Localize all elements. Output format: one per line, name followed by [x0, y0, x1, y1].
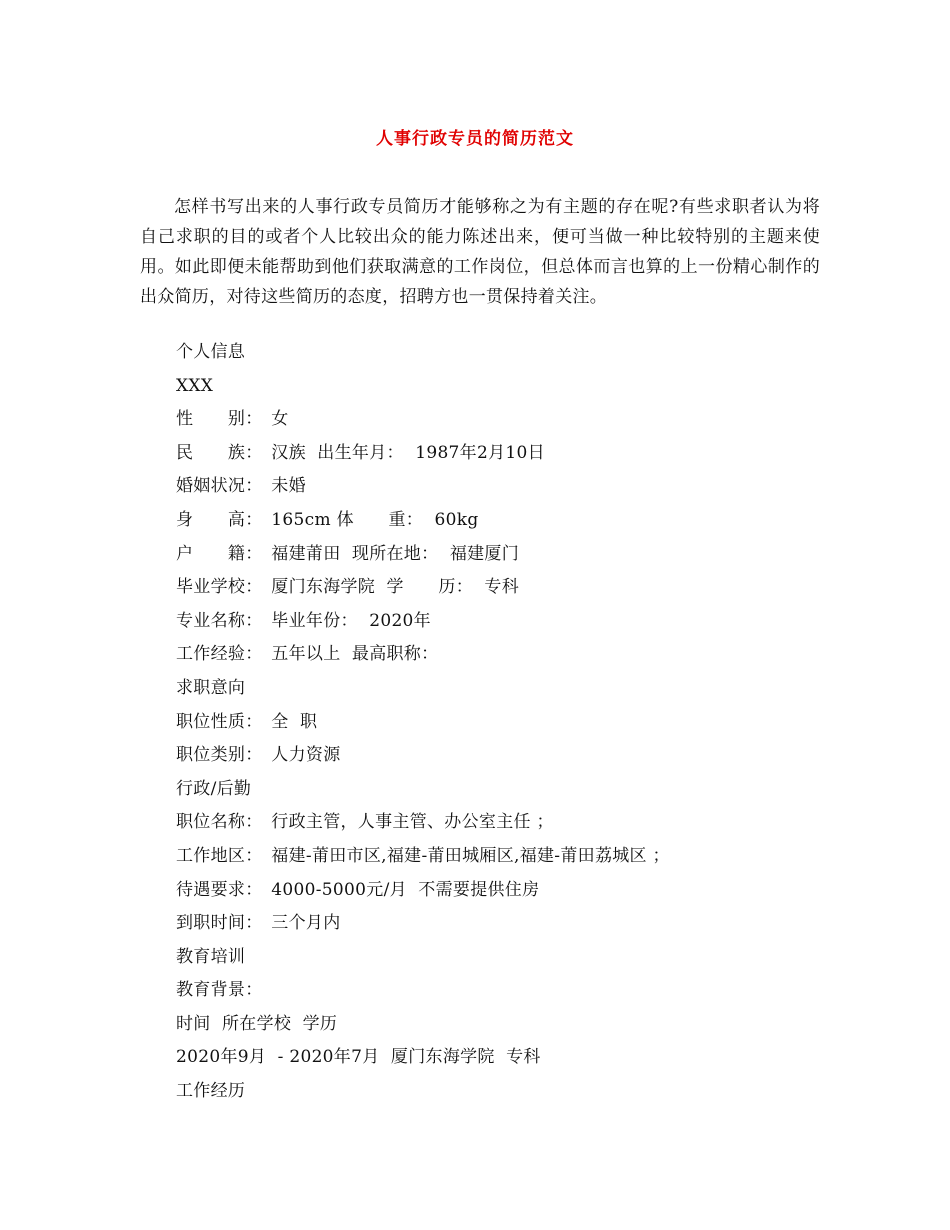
resume-lines — [176, 336, 836, 1109]
resume-line: 职位名称： 行政主管，人事主管、办公室主任 ； — [176, 812, 554, 833]
document-title: 人事行政专员的简历范文 — [376, 129, 574, 149]
resume-line: 性 别： 女 — [176, 409, 289, 430]
resume-line: 户 籍： 福建莆田 现所在地： 福建厦门 — [176, 543, 520, 564]
resume-line: 教育背景： — [176, 980, 263, 1001]
intro-paragraph: 怎样书写出来的人事行政专员简历才能够称之为有主题的存在呢?有些求职者认为将自己求职的目的或者个人比较出众的能力陈述出来，便可当做一种比较特别的主题来使用。如此即便未能帮助到他们获取满意的工作岗位，但总体而言也算的上一份精心制作的出众简历，对待这些简历的态度，招聘方也一贯保持着关注。 — [140, 197, 820, 307]
resume-line: 待遇要求： 4000-5000元/月 不需要提供住房 — [176, 879, 540, 900]
resume-line: 行政/后勤 — [176, 778, 252, 799]
resume-line: 毕业学校： 厦门东海学院 学 历： 专科 — [176, 577, 520, 598]
resume-line: 求职意向 — [176, 677, 246, 698]
resume-line: 到职时间： 三个月内 — [176, 913, 341, 934]
resume-line: 2020年9月 - 2020年7月 厦门东海学院 专科 — [176, 1047, 541, 1068]
resume-line: XXX — [176, 375, 214, 396]
resume-line: 工作经历 — [176, 1081, 246, 1102]
resume-line: 时间 所在学校 学历 — [176, 1013, 338, 1034]
resume-line: 婚姻状况： 未婚 — [176, 476, 306, 497]
resume-line: 教育培训 — [176, 946, 246, 967]
resume-line: 专业名称： 毕业年份： 2020年 — [176, 610, 431, 631]
resume-line: 个人信息 — [176, 342, 246, 362]
resume-line: 职位类别： 人力资源 — [176, 745, 341, 766]
resume-line: 职位性质： 全 职 — [176, 711, 318, 732]
resume-line: 工作地区： 福建-莆田市区,福建-莆田城厢区,福建-莆田荔城区 ； — [176, 845, 670, 866]
resume-line: 民 族： 汉族 出生年月： 1987年2月10日 — [176, 442, 545, 463]
resume-line: 身 高： 165cm 体 重： 60kg — [176, 509, 479, 530]
resume-line: 工作经验： 五年以上 最高职称： — [176, 644, 439, 665]
